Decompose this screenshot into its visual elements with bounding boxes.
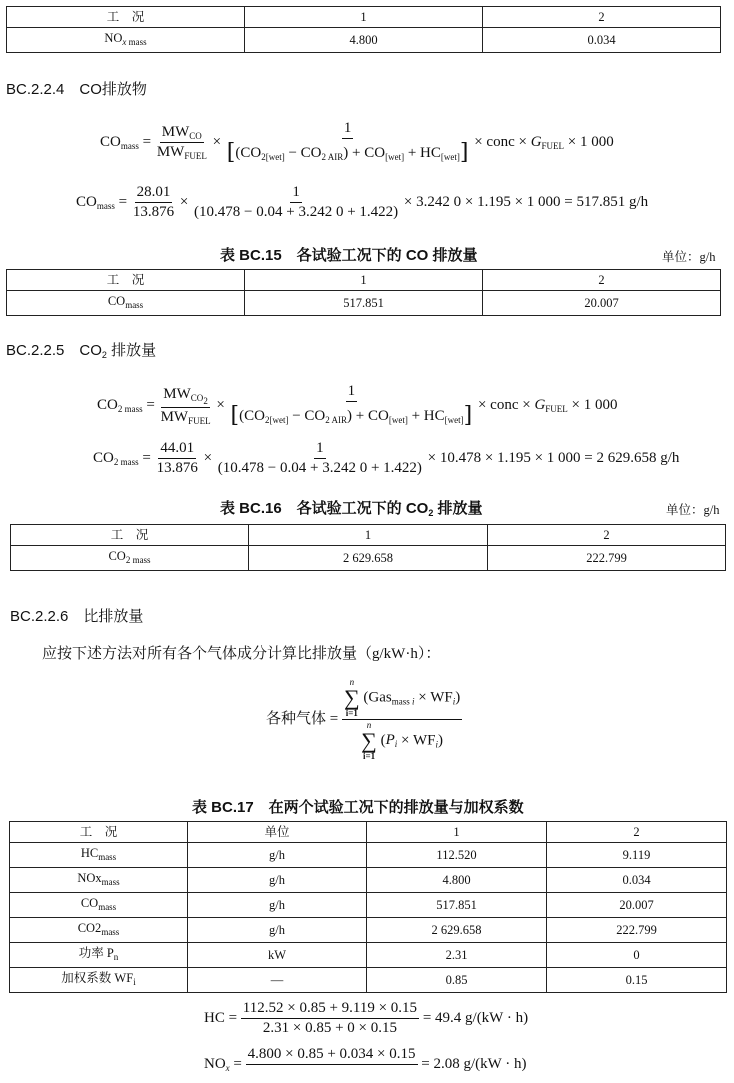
weighting-table: [9, 821, 727, 993]
table-row: [11, 525, 726, 546]
table-cell: 工 况: [10, 822, 188, 843]
unit-label: 单位：g/h: [662, 250, 716, 264]
table-cell: g/h: [188, 918, 367, 943]
table-cell: 2: [488, 525, 726, 546]
table-row: [10, 918, 727, 943]
co2-formula: $CO_{2 mass}$ = $\frac{MW_{CO_2}}{MW_{FUEL}}$ × $\frac{1}{[(CO_{2[wet]} - CO_{2 AIR}) + CO_{[wet]} + HC_{[wet]}]}$ × conc × $G_{FUEL} \times 1$ 000: [97, 383, 618, 428]
table-cell: —: [188, 968, 367, 993]
table-caption-bc17: 表 BC.17 在两个试验工况下的排放量与加权系数: [192, 799, 524, 816]
table-row: [7, 28, 721, 53]
table-cell: 1: [249, 525, 488, 546]
nox-table: [6, 6, 721, 53]
table-cell: NOx$_{mass}$: [10, 868, 188, 893]
table-cell: 222.799: [488, 546, 726, 571]
hc-result-formula: HC = $\frac{112.52 \times 0.85 + 9.119 \times 0.15}{2.31 \times 0.85 + 0 \times 0.15}$ = 49.4 g/(kW · h): [204, 1000, 529, 1036]
table-cell: 4.800: [367, 868, 547, 893]
table-cell: 2: [483, 270, 721, 291]
table-cell: $CO_{2 mass}$: [11, 546, 249, 571]
table-cell: 4.800: [245, 28, 483, 53]
table-cell: 加权系数 $WF_i$: [10, 968, 188, 993]
table-cell: 2: [483, 7, 721, 28]
section-heading-co: BC.2.2.4 CO排放物: [6, 81, 147, 98]
table-cell: 9.119: [547, 843, 727, 868]
table-cell: 0.15: [547, 968, 727, 993]
table-cell: 20.007: [483, 291, 721, 316]
co-calc: $CO_{mass}$ = $\frac{28.01}{13.876}$ × $\frac{1}{(10.478 - 0.04 + 3.242 0 + 1.422)}$ × 3.242 0 × 1.195 × 1 000 = 517.851 g/h: [76, 184, 649, 220]
table-row: [7, 7, 721, 28]
table-cell: 517.851: [245, 291, 483, 316]
table-cell: 0.85: [367, 968, 547, 993]
table-cell: 工 况: [7, 270, 245, 291]
table-row: [7, 291, 721, 316]
table-cell: 1: [245, 7, 483, 28]
table-cell: g/h: [188, 868, 367, 893]
table-cell: 工 况: [11, 525, 249, 546]
table-cell: 0.034: [483, 28, 721, 53]
table-cell: $CO_{mass}$: [10, 893, 188, 918]
table-row: [7, 270, 721, 291]
unit-label: 单位：g/h: [666, 503, 720, 517]
table-cell: 工 况: [7, 7, 245, 28]
table-cell: 1: [367, 822, 547, 843]
table-cell: kW: [188, 943, 367, 968]
table-cell: 单位: [188, 822, 367, 843]
table-cell: 0.034: [547, 868, 727, 893]
table-row: [10, 893, 727, 918]
co2-table: [10, 524, 726, 571]
table-row: [10, 968, 727, 993]
table-cell: g/h: [188, 843, 367, 868]
paragraph: 应按下述方法对所有各个气体成分计算比排放量（g/kW·h）：: [42, 646, 441, 662]
table-cell: 112.520: [367, 843, 547, 868]
table-cell: $HC_{mass}$: [10, 843, 188, 868]
table-cell: 222.799: [547, 918, 727, 943]
table-cell: 2 629.658: [249, 546, 488, 571]
table-cell: $CO_{mass}$: [7, 291, 245, 316]
table-caption-bc16: 表 BC.16 各试验工况下的 $CO_2$ 排放量: [220, 500, 483, 518]
co-table: [6, 269, 721, 316]
table-cell: 2: [547, 822, 727, 843]
table-cell: g/h: [188, 893, 367, 918]
table-row: [10, 843, 727, 868]
nox-result-formula: $NO_x$ = 4.800 × 0.85 + 0.034 × 0.15 = 2.08 g/(kW · h): [204, 1046, 527, 1073]
co2-calc: $CO_{2 mass}$ = $\frac{44.01}{13.876}$ × $\frac{1}{(10.478 - 0.04 + 3.242 0 + 1.422)}$ × 10.478 × 1.195 × 1 000 = 2 629.658 g/h: [93, 440, 680, 476]
table-row: [10, 943, 727, 968]
table-cell: $CO2_{mass}$: [10, 918, 188, 943]
table-cell: 功率 $P_n$: [10, 943, 188, 968]
specific-formula: 各种气体 = n ∑ i=1 $(Gas_{mass i} \times WF_i)$ n ∑ i=1 $(P_i \times WF_i)$: [266, 677, 461, 761]
table-cell: 2 629.658: [367, 918, 547, 943]
co-formula: $CO_{mass}$ = $\frac{MW_{CO}}{MW_{FUEL}}$ × $\frac{1}{[(CO_{2[wet]} - CO_{2 AIR}) + CO_{[wet]} + HC_{[wet]}]}$ × conc × $G_{FUEL} \times 1$ 000: [100, 120, 614, 165]
table-caption-bc15: 表 BC.15 各试验工况下的 CO 排放量: [220, 247, 478, 264]
table-cell: 2.31: [367, 943, 547, 968]
table-cell: 1: [245, 270, 483, 291]
section-heading-co2: BC.2.2.5 $CO_2$ 排放量: [6, 342, 157, 360]
table-row: [10, 868, 727, 893]
table-cell: $NO_{x mass}$: [7, 28, 245, 53]
table-cell: 517.851: [367, 893, 547, 918]
section-heading-specific: BC.2.2.6 比排放量: [10, 608, 144, 625]
table-row: [10, 822, 727, 843]
table-cell: 20.007: [547, 893, 727, 918]
table-cell: 0: [547, 943, 727, 968]
table-row: [11, 546, 726, 571]
